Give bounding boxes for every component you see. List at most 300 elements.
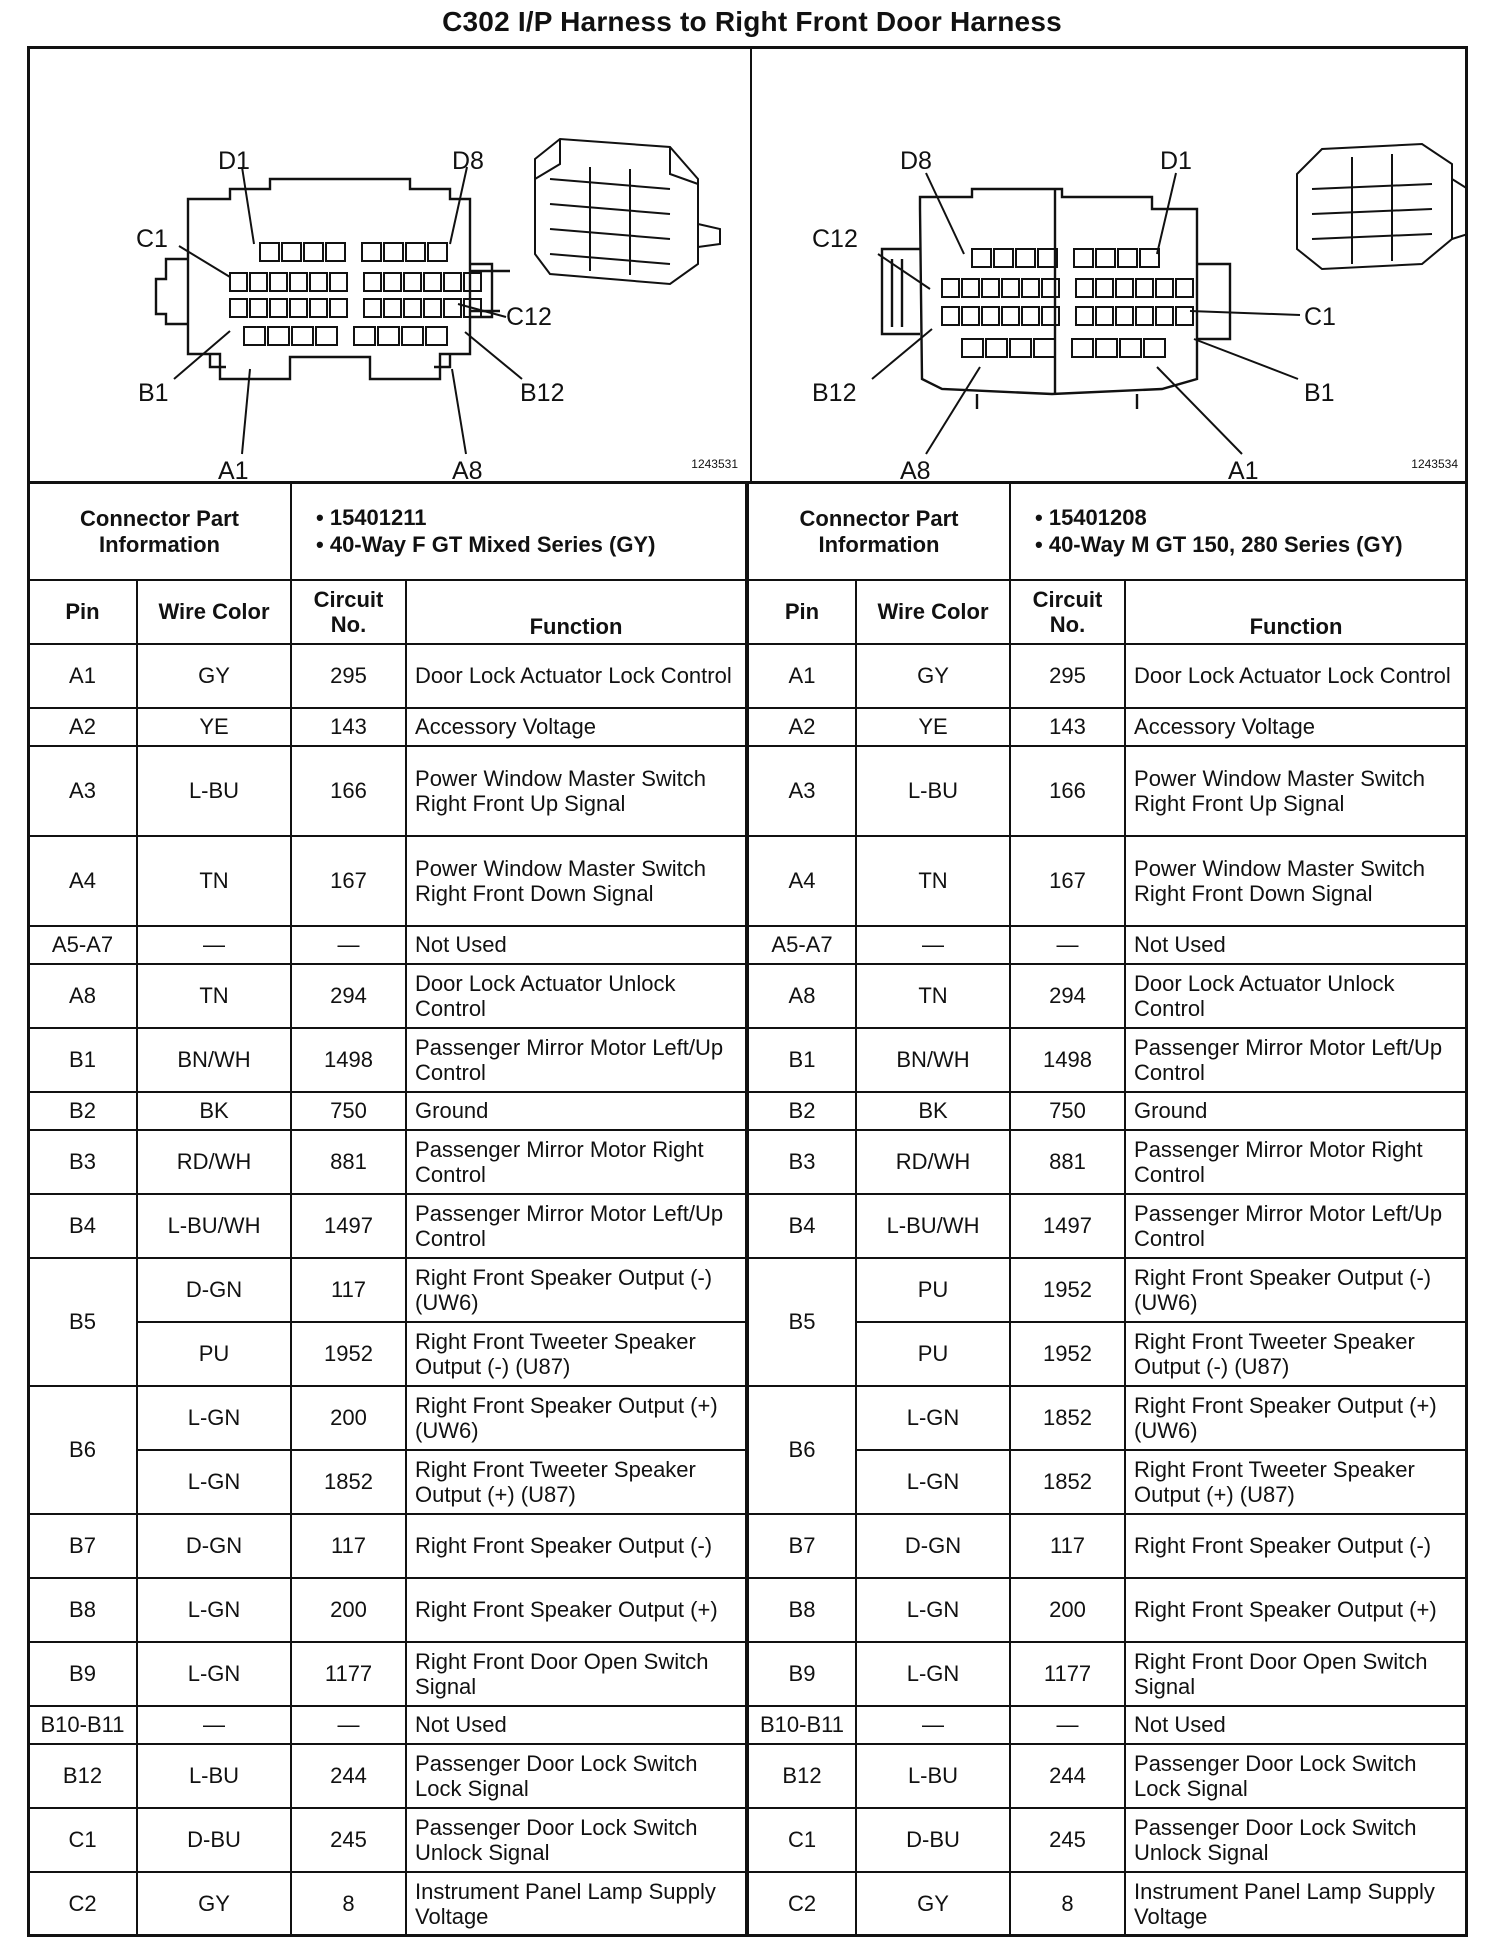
connector-cavity <box>402 327 423 345</box>
circuit-cell: 245 <box>291 1808 406 1872</box>
wire-color-cell: L-BU <box>856 746 1010 836</box>
function-cell: Instrument Panel Lamp Supply Voltage <box>406 1872 746 1936</box>
pin-cell: B5 <box>748 1258 856 1386</box>
table-row <box>28 1578 746 1642</box>
table-header-row <box>748 580 1467 644</box>
function-cell: Right Front Tweeter Speaker Output (+) (U87) <box>1125 1450 1467 1514</box>
pin-cell: B4 <box>28 1194 137 1258</box>
wire-color-cell: L-BU/WH <box>856 1194 1010 1258</box>
label-d8: D8 <box>452 147 484 175</box>
connector-cavity <box>1042 279 1059 297</box>
pin-cell: A2 <box>748 708 856 746</box>
function-cell: Not Used <box>406 1706 746 1744</box>
circuit-cell: 244 <box>291 1744 406 1808</box>
table-row <box>28 926 746 964</box>
table-row <box>748 746 1467 836</box>
connector-cavity <box>1042 307 1059 325</box>
pin-cell: B9 <box>748 1642 856 1706</box>
circuit-cell: 1952 <box>291 1322 406 1386</box>
label-d8: D8 <box>900 147 932 175</box>
circuit-cell: 294 <box>1010 964 1125 1028</box>
pin-cell: A8 <box>28 964 137 1028</box>
function-cell: Not Used <box>1125 1706 1467 1744</box>
part-info-item: • 15401208 <box>1035 505 1147 531</box>
connector-info-row <box>748 483 1467 580</box>
circuit-cell: 167 <box>1010 836 1125 926</box>
wire-color-cell: L-BU/WH <box>137 1194 291 1258</box>
function-cell: Passenger Mirror Motor Right Control <box>1125 1130 1467 1194</box>
pin-cell: A1 <box>748 644 856 708</box>
circuit-cell: 8 <box>1010 1872 1125 1936</box>
connector-cavity <box>1120 339 1141 357</box>
connector-cavity <box>444 299 461 317</box>
label-a8: A8 <box>452 457 483 485</box>
table-row <box>748 1450 1467 1514</box>
table-row <box>748 1194 1467 1258</box>
wire-color-cell: L-GN <box>137 1450 291 1514</box>
pin-cell: A4 <box>748 836 856 926</box>
wire-color-cell: TN <box>856 836 1010 926</box>
connector-cavity <box>1116 307 1133 325</box>
circuit-cell: 200 <box>291 1386 406 1450</box>
pin-cell: B12 <box>28 1744 137 1808</box>
table-row <box>748 1322 1467 1386</box>
table-row <box>28 1744 746 1808</box>
connector-cavity <box>1156 279 1173 297</box>
circuit-cell: 143 <box>291 708 406 746</box>
connector-cavity <box>282 243 301 261</box>
header-function: Function <box>1125 580 1467 644</box>
wire-color-cell: D-GN <box>137 1514 291 1578</box>
connector-cavity <box>290 273 307 291</box>
pin-cell: B9 <box>28 1642 137 1706</box>
label-a1: A1 <box>218 457 249 485</box>
connector-cavity <box>230 273 247 291</box>
function-cell: Passenger Door Lock Switch Unlock Signal <box>406 1808 746 1872</box>
wire-color-cell: RD/WH <box>137 1130 291 1194</box>
wire-color-cell: BN/WH <box>856 1028 1010 1092</box>
circuit-cell: 245 <box>1010 1808 1125 1872</box>
left-pinout-table <box>27 482 747 1937</box>
connector-cavity <box>1076 279 1093 297</box>
pin-cell: A4 <box>28 836 137 926</box>
right-connector-figure <box>750 49 1470 485</box>
circuit-cell: 1177 <box>291 1642 406 1706</box>
table-row <box>28 1130 746 1194</box>
function-cell: Door Lock Actuator Unlock Control <box>406 964 746 1028</box>
wire-color-cell: — <box>856 926 1010 964</box>
table-row <box>748 1808 1467 1872</box>
connector-cavity <box>1136 279 1153 297</box>
connector-cavity <box>1022 279 1039 297</box>
table-row <box>748 1130 1467 1194</box>
connector-cavity <box>444 273 461 291</box>
pin-cell: C2 <box>28 1872 137 1936</box>
figure-number: 1243534 <box>1411 457 1458 471</box>
function-cell: Accessory Voltage <box>406 708 746 746</box>
connector-cavity <box>1072 339 1093 357</box>
function-cell: Right Front Speaker Output (-) <box>1125 1514 1467 1578</box>
circuit-cell: — <box>1010 1706 1125 1744</box>
connector-cavity <box>1010 339 1031 357</box>
table-row <box>748 1514 1467 1578</box>
circuit-cell: 200 <box>1010 1578 1125 1642</box>
connector-cavity <box>1176 307 1193 325</box>
circuit-cell: 166 <box>291 746 406 836</box>
function-cell: Passenger Mirror Motor Right Control <box>406 1130 746 1194</box>
function-cell: Passenger Mirror Motor Left/Up Control <box>406 1028 746 1092</box>
pin-cell: A3 <box>28 746 137 836</box>
connector-cavity <box>972 249 991 267</box>
circuit-cell: — <box>291 1706 406 1744</box>
left-connector-drawing <box>30 49 748 481</box>
circuit-cell: — <box>291 926 406 964</box>
header-circuit: Circuit No. <box>1010 580 1125 644</box>
connector-cavity <box>230 299 247 317</box>
function-cell: Passenger Mirror Motor Left/Up Control <box>1125 1028 1467 1092</box>
pin-cell: A8 <box>748 964 856 1028</box>
wire-color-cell: — <box>137 926 291 964</box>
connector-cavity <box>1156 307 1173 325</box>
wire-color-cell: GY <box>856 1872 1010 1936</box>
circuit-cell: 881 <box>1010 1130 1125 1194</box>
right-pinout-table <box>747 482 1468 1937</box>
table-row <box>748 1744 1467 1808</box>
connector-cavity <box>1002 307 1019 325</box>
connector-part-info-label: Connector Part Information <box>28 483 291 580</box>
connector-cavity <box>362 243 381 261</box>
circuit-cell: 1177 <box>1010 1642 1125 1706</box>
table-row <box>748 1386 1467 1450</box>
connector-cavity <box>1074 249 1093 267</box>
pin-cell: C1 <box>748 1808 856 1872</box>
connector-cavity <box>384 273 401 291</box>
wire-color-cell: YE <box>856 708 1010 746</box>
table-row <box>748 1092 1467 1130</box>
table-row <box>28 1872 746 1936</box>
wire-color-cell: L-GN <box>137 1642 291 1706</box>
table-header-row <box>28 580 746 644</box>
connector-cavity <box>354 327 375 345</box>
wire-color-cell: — <box>137 1706 291 1744</box>
wire-color-cell: L-BU <box>137 1744 291 1808</box>
function-cell: Not Used <box>406 926 746 964</box>
circuit-cell: 167 <box>291 836 406 926</box>
label-a8: A8 <box>900 457 931 485</box>
wire-color-cell: PU <box>856 1322 1010 1386</box>
connector-cavity <box>1076 307 1093 325</box>
function-cell: Passenger Door Lock Switch Lock Signal <box>1125 1744 1467 1808</box>
function-cell: Door Lock Actuator Unlock Control <box>1125 964 1467 1028</box>
connector-info-row <box>28 483 746 580</box>
header-function: Function <box>406 580 746 644</box>
label-b12: B12 <box>520 379 565 407</box>
connector-cavity <box>378 327 399 345</box>
pin-cell: B5 <box>28 1258 137 1386</box>
connector-cavity <box>270 299 287 317</box>
pin-cell: B2 <box>28 1092 137 1130</box>
connector-figures <box>27 46 1468 484</box>
circuit-cell: 244 <box>1010 1744 1125 1808</box>
function-cell: Right Front Speaker Output (-) (UW6) <box>406 1258 746 1322</box>
circuit-cell: 1852 <box>291 1450 406 1514</box>
function-cell: Power Window Master Switch Right Front Up Signal <box>1125 746 1467 836</box>
circuit-cell: 1498 <box>1010 1028 1125 1092</box>
circuit-cell: 143 <box>1010 708 1125 746</box>
table-row <box>28 1514 746 1578</box>
wire-color-cell: L-BU <box>856 1744 1010 1808</box>
pin-cell: B3 <box>748 1130 856 1194</box>
table-row <box>748 1642 1467 1706</box>
connector-cavity <box>994 249 1013 267</box>
pin-cell: C2 <box>748 1872 856 1936</box>
circuit-cell: 1497 <box>1010 1194 1125 1258</box>
connector-cavity <box>1116 279 1133 297</box>
wire-color-cell: GY <box>856 644 1010 708</box>
table-row <box>28 1642 746 1706</box>
circuit-cell: 750 <box>1010 1092 1125 1130</box>
table-row <box>748 926 1467 964</box>
wire-color-cell: GY <box>137 1872 291 1936</box>
header-circuit: Circuit No. <box>291 580 406 644</box>
label-c1: C1 <box>136 225 168 253</box>
pin-cell: B7 <box>748 1514 856 1578</box>
header-wire-color: Wire Color <box>137 580 291 644</box>
connector-cavity <box>1118 249 1137 267</box>
right-connector-drawing <box>752 49 1468 481</box>
connector-cavity <box>310 273 327 291</box>
connector-cavity <box>1022 307 1039 325</box>
connector-part-info-label: Connector Part Information <box>748 483 1010 580</box>
wire-color-cell: TN <box>137 836 291 926</box>
connector-cavity <box>962 279 979 297</box>
function-cell: Right Front Speaker Output (+) (UW6) <box>1125 1386 1467 1450</box>
connector-cavity <box>326 243 345 261</box>
connector-cavity <box>260 243 279 261</box>
connector-cavity <box>404 273 421 291</box>
table-row <box>28 1092 746 1130</box>
pin-cell: C1 <box>28 1808 137 1872</box>
function-cell: Door Lock Actuator Lock Control <box>406 644 746 708</box>
connector-cavity <box>424 299 441 317</box>
connector-cavity <box>1096 279 1113 297</box>
table-row <box>28 1194 746 1258</box>
connector-part-info <box>291 483 746 580</box>
circuit-cell: 881 <box>291 1130 406 1194</box>
label-c12: C12 <box>506 303 552 331</box>
wire-color-cell: D-BU <box>856 1808 1010 1872</box>
table-row <box>748 1872 1467 1936</box>
function-cell: Right Front Speaker Output (+) <box>406 1578 746 1642</box>
connector-cavity <box>426 327 447 345</box>
figure-number: 1243531 <box>691 457 738 471</box>
label-c1: C1 <box>1304 303 1336 331</box>
function-cell: Power Window Master Switch Right Front Up Signal <box>406 746 746 836</box>
circuit-cell: 8 <box>291 1872 406 1936</box>
pin-cell: B1 <box>748 1028 856 1092</box>
connector-cavity <box>364 273 381 291</box>
wire-color-cell: L-GN <box>856 1450 1010 1514</box>
function-cell: Right Front Speaker Output (-) <box>406 1514 746 1578</box>
function-cell: Right Front Door Open Switch Signal <box>1125 1642 1467 1706</box>
circuit-cell: 1498 <box>291 1028 406 1092</box>
connector-cavity <box>1176 279 1193 297</box>
connector-cavity <box>1136 307 1153 325</box>
circuit-cell: 117 <box>1010 1514 1125 1578</box>
table-row <box>748 1258 1467 1322</box>
function-cell: Ground <box>1125 1092 1467 1130</box>
wire-color-cell: TN <box>137 964 291 1028</box>
function-cell: Power Window Master Switch Right Front Down Signal <box>406 836 746 926</box>
pin-cell: B8 <box>748 1578 856 1642</box>
wire-color-cell: D-GN <box>856 1514 1010 1578</box>
function-cell: Ground <box>406 1092 746 1130</box>
connector-cavity <box>1096 249 1115 267</box>
pin-cell: B6 <box>28 1386 137 1514</box>
sheet <box>27 46 1468 1937</box>
connector-cavity <box>330 273 347 291</box>
table-row <box>28 746 746 836</box>
connector-cavity <box>290 299 307 317</box>
connector-cavity <box>330 299 347 317</box>
circuit-cell: 750 <box>291 1092 406 1130</box>
table-row <box>28 964 746 1028</box>
pin-cell: B7 <box>28 1514 137 1578</box>
table-row <box>748 708 1467 746</box>
header-pin: Pin <box>748 580 856 644</box>
function-cell: Right Front Tweeter Speaker Output (+) (U87) <box>406 1450 746 1514</box>
circuit-cell: 294 <box>291 964 406 1028</box>
connector-cavity <box>406 243 425 261</box>
circuit-cell: 295 <box>1010 644 1125 708</box>
function-cell: Right Front Speaker Output (-) (UW6) <box>1125 1258 1467 1322</box>
left-connector-figure <box>30 49 750 485</box>
circuit-cell: — <box>1010 926 1125 964</box>
pin-cell: A5-A7 <box>28 926 137 964</box>
table-row <box>28 836 746 926</box>
wire-color-cell: PU <box>137 1322 291 1386</box>
wire-color-cell: L-GN <box>856 1578 1010 1642</box>
function-cell: Passenger Door Lock Switch Unlock Signal <box>1125 1808 1467 1872</box>
wire-color-cell: L-GN <box>137 1386 291 1450</box>
table-row <box>748 644 1467 708</box>
header-wire-color: Wire Color <box>856 580 1010 644</box>
connector-cavity <box>1096 307 1113 325</box>
connector-cavity <box>464 273 481 291</box>
connector-cavity <box>982 307 999 325</box>
pin-cell: A1 <box>28 644 137 708</box>
pin-cell: B6 <box>748 1386 856 1514</box>
wire-color-cell: TN <box>856 964 1010 1028</box>
circuit-cell: 1952 <box>1010 1258 1125 1322</box>
function-cell: Right Front Door Open Switch Signal <box>406 1642 746 1706</box>
pin-cell: A3 <box>748 746 856 836</box>
connector-cavity <box>942 307 959 325</box>
connector-cavity <box>1096 339 1117 357</box>
connector-cavity <box>310 299 327 317</box>
table-row <box>28 1706 746 1744</box>
function-cell: Not Used <box>1125 926 1467 964</box>
pin-cell: B3 <box>28 1130 137 1194</box>
connector-cavity <box>1016 249 1035 267</box>
label-a1: A1 <box>1228 457 1259 485</box>
connector-cavity <box>962 339 983 357</box>
header-pin: Pin <box>28 580 137 644</box>
wire-color-cell: — <box>856 1706 1010 1744</box>
label-b1: B1 <box>138 379 169 407</box>
pin-cell: B10-B11 <box>28 1706 137 1744</box>
function-cell: Right Front Speaker Output (+) <box>1125 1578 1467 1642</box>
label-c12: C12 <box>812 225 858 253</box>
function-cell: Instrument Panel Lamp Supply Voltage <box>1125 1872 1467 1936</box>
pin-cell: B8 <box>28 1578 137 1642</box>
connector-cavity <box>250 299 267 317</box>
table-row <box>748 836 1467 926</box>
connector-cavity <box>986 339 1007 357</box>
part-info-item: • 40-Way F GT Mixed Series (GY) <box>316 531 656 557</box>
pin-cell: B2 <box>748 1092 856 1130</box>
function-cell: Right Front Tweeter Speaker Output (-) (U87) <box>406 1322 746 1386</box>
table-row <box>28 1386 746 1450</box>
connector-cavity <box>384 243 403 261</box>
connector-cavity <box>270 273 287 291</box>
wire-color-cell: D-GN <box>137 1258 291 1322</box>
wire-color-cell: BK <box>137 1092 291 1130</box>
part-info-item: • 15401211 <box>316 505 427 531</box>
table-row <box>748 1028 1467 1092</box>
wire-color-cell: BK <box>856 1092 1010 1130</box>
pin-cell: B4 <box>748 1194 856 1258</box>
wire-color-cell: GY <box>137 644 291 708</box>
connector-cavity <box>1002 279 1019 297</box>
connector-cavity <box>428 243 447 261</box>
label-b1: B1 <box>1304 379 1335 407</box>
connector-cavity <box>1144 339 1165 357</box>
wire-color-cell: L-BU <box>137 746 291 836</box>
connector-cavity <box>942 279 959 297</box>
circuit-cell: 200 <box>291 1578 406 1642</box>
pin-cell: A2 <box>28 708 137 746</box>
table-row <box>748 964 1467 1028</box>
function-cell: Passenger Mirror Motor Left/Up Control <box>1125 1194 1467 1258</box>
wire-color-cell: L-GN <box>856 1642 1010 1706</box>
connector-cavity <box>292 327 313 345</box>
connector-cavity <box>982 279 999 297</box>
connector-cavity <box>962 307 979 325</box>
connector-cavity <box>384 299 401 317</box>
page-title: C302 I/P Harness to Right Front Door Harness <box>442 6 1062 37</box>
pin-cell: B12 <box>748 1744 856 1808</box>
connector-cavity <box>1034 339 1055 357</box>
function-cell: Power Window Master Switch Right Front Down Signal <box>1125 836 1467 926</box>
wire-color-cell: YE <box>137 708 291 746</box>
label-d1: D1 <box>1160 147 1192 175</box>
table-row <box>748 1706 1467 1744</box>
connector-cavity <box>424 273 441 291</box>
function-cell: Door Lock Actuator Lock Control <box>1125 644 1467 708</box>
circuit-cell: 117 <box>291 1514 406 1578</box>
pin-cell: B1 <box>28 1028 137 1092</box>
circuit-cell: 1497 <box>291 1194 406 1258</box>
part-info-item: • 40-Way M GT 150, 280 Series (GY) <box>1035 531 1403 557</box>
circuit-cell: 166 <box>1010 746 1125 836</box>
connector-cavity <box>250 273 267 291</box>
table-row <box>28 1258 746 1322</box>
connector-cavity <box>1140 249 1159 267</box>
circuit-cell: 1852 <box>1010 1386 1125 1450</box>
function-cell: Passenger Door Lock Switch Lock Signal <box>406 1744 746 1808</box>
circuit-cell: 1852 <box>1010 1450 1125 1514</box>
